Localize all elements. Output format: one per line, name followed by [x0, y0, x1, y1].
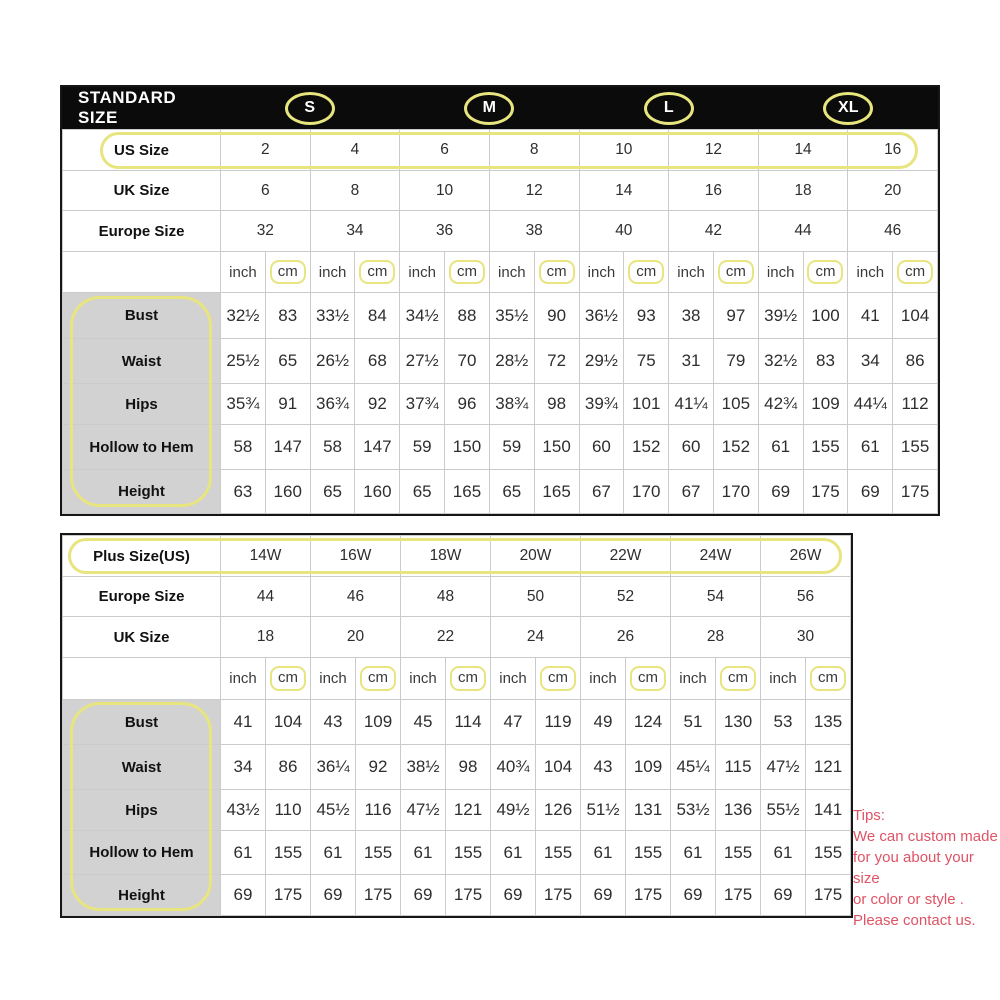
size-value-cell: 4 [310, 130, 400, 171]
measure-value-cell: 75 [624, 339, 669, 384]
cm-highlight-box: cm [897, 260, 933, 285]
measure-value-cell: 51 [671, 700, 716, 745]
size-value-cell: 34 [310, 211, 400, 252]
unit-row [63, 658, 851, 700]
measure-value-cell: 130 [716, 700, 761, 745]
measure-value-cell: 175 [536, 875, 581, 916]
measure-value-cell: 155 [893, 425, 938, 470]
measure-value-cell: 96 [445, 384, 490, 425]
tips-title: Tips: [853, 807, 885, 824]
measure-value-cell: 175 [803, 470, 848, 514]
standard-size-header-bar [62, 87, 938, 129]
measure-value-cell: 121 [806, 745, 851, 790]
measure-value-cell: 110 [266, 790, 311, 831]
unit-row [63, 252, 938, 293]
measure-value-cell: 55½ [761, 790, 806, 831]
measure-value-cell: 41¼ [669, 384, 714, 425]
measurement-row [63, 745, 851, 790]
measurement-row [63, 384, 938, 425]
size-m-ellipse-highlight: M [464, 92, 514, 125]
size-value-cell: 18 [758, 171, 848, 211]
row-label: UK Size [63, 171, 221, 211]
measure-value-cell: 69 [491, 875, 536, 916]
measure-value-cell: 53 [761, 700, 806, 745]
measure-value-cell: 135 [806, 700, 851, 745]
measure-value-cell: 175 [356, 875, 401, 916]
measure-value-cell: 155 [806, 831, 851, 875]
unit-cm-cell [713, 252, 758, 293]
size-value-cell: 16 [669, 171, 759, 211]
measure-value-cell: 44¼ [848, 384, 893, 425]
unit-cm-cell [534, 252, 579, 293]
size-value-cell: 12 [489, 171, 579, 211]
measure-label: Height [63, 470, 221, 514]
measure-value-cell: 101 [624, 384, 669, 425]
cm-highlight-box: cm [539, 260, 575, 285]
measure-value-cell: 165 [534, 470, 579, 514]
size-header-row [63, 577, 851, 617]
cm-highlight-box: cm [360, 666, 396, 691]
measure-value-cell: 39¾ [579, 384, 624, 425]
tips-line: or color or style . [853, 891, 964, 908]
measure-value-cell: 155 [803, 425, 848, 470]
cm-highlight-box: cm [450, 666, 486, 691]
measurement-row [63, 339, 938, 384]
measure-value-cell: 41 [848, 293, 893, 339]
measure-value-cell: 104 [266, 700, 311, 745]
measure-value-cell: 49 [581, 700, 626, 745]
measure-value-cell: 60 [579, 425, 624, 470]
measurement-row [63, 470, 938, 514]
measure-value-cell: 155 [536, 831, 581, 875]
standard-size-grid [62, 129, 938, 514]
measure-value-cell: 119 [536, 700, 581, 745]
unit-cm-cell [806, 658, 851, 700]
measure-value-cell: 42¾ [758, 384, 803, 425]
size-value-cell: 54 [671, 577, 761, 617]
measure-value-cell: 34 [848, 339, 893, 384]
unit-inch-cell: inch [848, 252, 893, 293]
measure-value-cell: 65 [489, 470, 534, 514]
measure-value-cell: 38 [669, 293, 714, 339]
measure-value-cell: 126 [536, 790, 581, 831]
measure-value-cell: 104 [536, 745, 581, 790]
measure-value-cell: 59 [400, 425, 445, 470]
measure-value-cell: 65 [400, 470, 445, 514]
measure-value-cell: 65 [310, 470, 355, 514]
measure-value-cell: 116 [356, 790, 401, 831]
measure-value-cell: 83 [803, 339, 848, 384]
measure-value-cell: 97 [713, 293, 758, 339]
measure-value-cell: 131 [626, 790, 671, 831]
measure-value-cell: 61 [758, 425, 803, 470]
unit-cm-cell [893, 252, 938, 293]
measure-value-cell: 43 [311, 700, 356, 745]
unit-inch-cell: inch [491, 658, 536, 700]
measurement-row [63, 875, 851, 916]
measure-value-cell: 25½ [221, 339, 266, 384]
cm-highlight-box: cm [807, 260, 843, 285]
measure-value-cell: 175 [266, 875, 311, 916]
measure-value-cell: 61 [311, 831, 356, 875]
measure-value-cell: 47½ [401, 790, 446, 831]
measure-value-cell: 59 [489, 425, 534, 470]
measure-label: Hollow to Hem [63, 831, 221, 875]
size-value-cell: 42 [669, 211, 759, 252]
size-value-cell: 10 [579, 130, 669, 171]
measure-label: Hips [63, 790, 221, 831]
measure-value-cell: 36¼ [311, 745, 356, 790]
measure-value-cell: 109 [356, 700, 401, 745]
plus-size-grid [62, 535, 851, 916]
measurement-row [63, 700, 851, 745]
measure-value-cell: 67 [579, 470, 624, 514]
measure-value-cell: 35¾ [221, 384, 266, 425]
unit-inch-cell: inch [221, 658, 266, 700]
measure-value-cell: 170 [713, 470, 758, 514]
size-value-cell: 14W [221, 536, 311, 577]
measure-value-cell: 51½ [581, 790, 626, 831]
measure-value-cell: 155 [446, 831, 491, 875]
measure-value-cell: 160 [355, 470, 400, 514]
plus-size-table [60, 533, 853, 918]
measure-value-cell: 60 [669, 425, 714, 470]
measure-value-cell: 170 [624, 470, 669, 514]
measure-value-cell: 175 [716, 875, 761, 916]
measure-value-cell: 40¾ [491, 745, 536, 790]
measure-value-cell: 147 [355, 425, 400, 470]
measure-value-cell: 86 [266, 745, 311, 790]
measure-value-cell: 69 [581, 875, 626, 916]
measure-value-cell: 98 [446, 745, 491, 790]
measure-value-cell: 27½ [400, 339, 445, 384]
size-value-cell: 32 [221, 211, 311, 252]
size-value-cell: 14 [579, 171, 669, 211]
cm-highlight-box: cm [449, 260, 485, 285]
size-value-cell: 44 [758, 211, 848, 252]
standard-size-table [60, 85, 940, 516]
measure-value-cell: 155 [716, 831, 761, 875]
measure-value-cell: 36¾ [310, 384, 355, 425]
measure-value-cell: 175 [626, 875, 671, 916]
unit-inch-cell: inch [221, 252, 266, 293]
unit-inch-cell: inch [671, 658, 716, 700]
measure-value-cell: 61 [491, 831, 536, 875]
measure-value-cell: 45½ [311, 790, 356, 831]
measure-value-cell: 65 [265, 339, 310, 384]
cm-highlight-box: cm [810, 666, 846, 691]
measure-value-cell: 165 [445, 470, 490, 514]
measure-value-cell: 88 [445, 293, 490, 339]
size-value-cell: 36 [400, 211, 490, 252]
measure-value-cell: 58 [310, 425, 355, 470]
measure-value-cell: 45¼ [671, 745, 716, 790]
measure-label: Hips [63, 384, 221, 425]
unit-cm-cell [624, 252, 669, 293]
measure-value-cell: 124 [626, 700, 671, 745]
size-value-cell: 46 [311, 577, 401, 617]
size-value-cell: 16 [848, 130, 938, 171]
measure-value-cell: 147 [265, 425, 310, 470]
unit-inch-cell: inch [400, 252, 445, 293]
size-value-cell: 40 [579, 211, 669, 252]
size-value-cell: 46 [848, 211, 938, 252]
measure-value-cell: 47½ [761, 745, 806, 790]
unit-cm-cell [355, 252, 400, 293]
measure-value-cell: 31 [669, 339, 714, 384]
measure-value-cell: 91 [265, 384, 310, 425]
measure-value-cell: 35½ [489, 293, 534, 339]
size-value-cell: 38 [489, 211, 579, 252]
measure-value-cell: 155 [356, 831, 401, 875]
measure-value-cell: 104 [893, 293, 938, 339]
measure-value-cell: 150 [445, 425, 490, 470]
size-value-cell: 22W [581, 536, 671, 577]
measure-value-cell: 70 [445, 339, 490, 384]
measure-value-cell: 61 [221, 831, 266, 875]
measure-value-cell: 36½ [579, 293, 624, 339]
measurement-row [63, 293, 938, 339]
unit-cm-cell [716, 658, 761, 700]
unit-inch-cell: inch [669, 252, 714, 293]
size-value-cell: 8 [310, 171, 400, 211]
measure-label: Height [63, 875, 221, 916]
measure-value-cell: 155 [266, 831, 311, 875]
unit-inch-cell: inch [311, 658, 356, 700]
measure-value-cell: 109 [803, 384, 848, 425]
size-value-cell: 22 [401, 617, 491, 658]
size-group-m [400, 92, 580, 125]
unit-inch-cell: inch [579, 252, 624, 293]
size-value-cell: 24W [671, 536, 761, 577]
measure-value-cell: 69 [761, 875, 806, 916]
standard-size-title: STANDARD SIZE [78, 88, 177, 127]
cm-highlight-box: cm [270, 666, 306, 691]
row-label: Europe Size [63, 577, 221, 617]
measure-value-cell: 38¾ [489, 384, 534, 425]
measure-value-cell: 68 [355, 339, 400, 384]
size-header-row [63, 130, 938, 171]
cm-highlight-box: cm [718, 260, 754, 285]
size-header-row [63, 211, 938, 252]
size-value-cell: 24 [491, 617, 581, 658]
measure-value-cell: 61 [671, 831, 716, 875]
unit-cm-cell [536, 658, 581, 700]
unit-inch-cell: inch [401, 658, 446, 700]
row-label: UK Size [63, 617, 221, 658]
measure-value-cell: 152 [713, 425, 758, 470]
measure-value-cell: 37¾ [400, 384, 445, 425]
measure-value-cell: 26½ [310, 339, 355, 384]
measure-value-cell: 83 [265, 293, 310, 339]
measure-value-cell: 34½ [400, 293, 445, 339]
measure-value-cell: 105 [713, 384, 758, 425]
unit-cm-cell [266, 658, 311, 700]
measure-value-cell: 114 [446, 700, 491, 745]
unit-row-empty-label [63, 252, 221, 293]
measure-value-cell: 67 [669, 470, 714, 514]
measure-value-cell: 63 [221, 470, 266, 514]
measure-value-cell: 53½ [671, 790, 716, 831]
measurement-row [63, 425, 938, 470]
unit-inch-cell: inch [761, 658, 806, 700]
measure-value-cell: 69 [221, 875, 266, 916]
measure-value-cell: 136 [716, 790, 761, 831]
measure-value-cell: 109 [626, 745, 671, 790]
measure-value-cell: 92 [355, 384, 400, 425]
unit-cm-cell [626, 658, 671, 700]
measure-value-cell: 90 [534, 293, 579, 339]
measure-value-cell: 43½ [221, 790, 266, 831]
measure-value-cell: 152 [624, 425, 669, 470]
size-value-cell: 8 [489, 130, 579, 171]
measure-value-cell: 115 [716, 745, 761, 790]
size-value-cell: 50 [491, 577, 581, 617]
measure-value-cell: 29½ [579, 339, 624, 384]
cm-highlight-box: cm [630, 666, 666, 691]
custom-made-tips-note [853, 805, 999, 931]
size-value-cell: 56 [761, 577, 851, 617]
measure-label: Bust [63, 700, 221, 745]
measure-value-cell: 160 [265, 470, 310, 514]
size-value-cell: 28 [671, 617, 761, 658]
measure-value-cell: 33½ [310, 293, 355, 339]
measure-value-cell: 93 [624, 293, 669, 339]
measure-value-cell: 61 [581, 831, 626, 875]
size-value-cell: 44 [221, 577, 311, 617]
measure-value-cell: 69 [671, 875, 716, 916]
cm-highlight-box: cm [359, 260, 395, 285]
size-value-cell: 20 [311, 617, 401, 658]
size-group-l [579, 92, 759, 125]
cm-highlight-box: cm [540, 666, 576, 691]
size-group-xl [759, 92, 939, 125]
size-s-ellipse-highlight: S [285, 92, 335, 125]
cm-highlight-box: cm [720, 666, 756, 691]
size-value-cell: 2 [221, 130, 311, 171]
measure-value-cell: 41 [221, 700, 266, 745]
measure-label: Hollow to Hem [63, 425, 221, 470]
size-header-row [63, 171, 938, 211]
measure-label: Bust [63, 293, 221, 339]
measure-value-cell: 43 [581, 745, 626, 790]
unit-cm-cell [446, 658, 491, 700]
measure-value-cell: 155 [626, 831, 671, 875]
size-value-cell: 52 [581, 577, 671, 617]
measure-value-cell: 86 [893, 339, 938, 384]
measure-label: Waist [63, 339, 221, 384]
measure-value-cell: 69 [848, 470, 893, 514]
size-value-cell: 26W [761, 536, 851, 577]
size-value-cell: 30 [761, 617, 851, 658]
measure-value-cell: 69 [311, 875, 356, 916]
unit-row-empty-label [63, 658, 221, 700]
measure-value-cell: 121 [446, 790, 491, 831]
tips-line: for you about your size [853, 849, 974, 887]
measure-value-cell: 141 [806, 790, 851, 831]
cm-highlight-box: cm [270, 260, 306, 285]
measure-value-cell: 49½ [491, 790, 536, 831]
measure-value-cell: 100 [803, 293, 848, 339]
size-value-cell: 16W [311, 536, 401, 577]
size-value-cell: 10 [400, 171, 490, 211]
measure-value-cell: 61 [401, 831, 446, 875]
measurement-row [63, 831, 851, 875]
unit-inch-cell: inch [581, 658, 626, 700]
size-header-row [63, 536, 851, 577]
size-group-s [220, 92, 400, 125]
unit-inch-cell: inch [310, 252, 355, 293]
measure-value-cell: 58 [221, 425, 266, 470]
measure-value-cell: 39½ [758, 293, 803, 339]
measure-value-cell: 112 [893, 384, 938, 425]
row-label: Plus Size(US) [63, 536, 221, 577]
size-value-cell: 14 [758, 130, 848, 171]
measure-value-cell: 175 [893, 470, 938, 514]
tips-line: We can custom made [853, 828, 998, 845]
size-xl-ellipse-highlight: XL [823, 92, 873, 125]
unit-inch-cell: inch [489, 252, 534, 293]
row-label: Europe Size [63, 211, 221, 252]
measure-value-cell: 69 [758, 470, 803, 514]
measure-value-cell: 175 [446, 875, 491, 916]
measure-value-cell: 150 [534, 425, 579, 470]
measure-value-cell: 61 [761, 831, 806, 875]
measure-value-cell: 61 [848, 425, 893, 470]
measure-label: Waist [63, 745, 221, 790]
unit-cm-cell [445, 252, 490, 293]
measure-value-cell: 45 [401, 700, 446, 745]
unit-cm-cell [356, 658, 401, 700]
size-value-cell: 6 [400, 130, 490, 171]
measure-value-cell: 175 [806, 875, 851, 916]
size-value-cell: 6 [221, 171, 311, 211]
cm-highlight-box: cm [628, 260, 664, 285]
size-value-cell: 20W [491, 536, 581, 577]
measure-value-cell: 38½ [401, 745, 446, 790]
measure-value-cell: 72 [534, 339, 579, 384]
measurement-row [63, 790, 851, 831]
measure-value-cell: 28½ [489, 339, 534, 384]
unit-inch-cell: inch [758, 252, 803, 293]
size-value-cell: 18W [401, 536, 491, 577]
size-value-cell: 26 [581, 617, 671, 658]
measure-value-cell: 34 [221, 745, 266, 790]
measure-value-cell: 32½ [758, 339, 803, 384]
size-value-cell: 12 [669, 130, 759, 171]
size-header-row [63, 617, 851, 658]
size-l-ellipse-highlight: L [644, 92, 694, 125]
tips-line: Please contact us. [853, 912, 976, 929]
measure-value-cell: 98 [534, 384, 579, 425]
measure-value-cell: 79 [713, 339, 758, 384]
row-label: US Size [63, 130, 221, 171]
measure-value-cell: 69 [401, 875, 446, 916]
measure-value-cell: 84 [355, 293, 400, 339]
measure-value-cell: 32½ [221, 293, 266, 339]
size-value-cell: 20 [848, 171, 938, 211]
unit-cm-cell [265, 252, 310, 293]
measure-value-cell: 92 [356, 745, 401, 790]
measure-value-cell: 47 [491, 700, 536, 745]
size-value-cell: 18 [221, 617, 311, 658]
size-value-cell: 48 [401, 577, 491, 617]
unit-cm-cell [803, 252, 848, 293]
